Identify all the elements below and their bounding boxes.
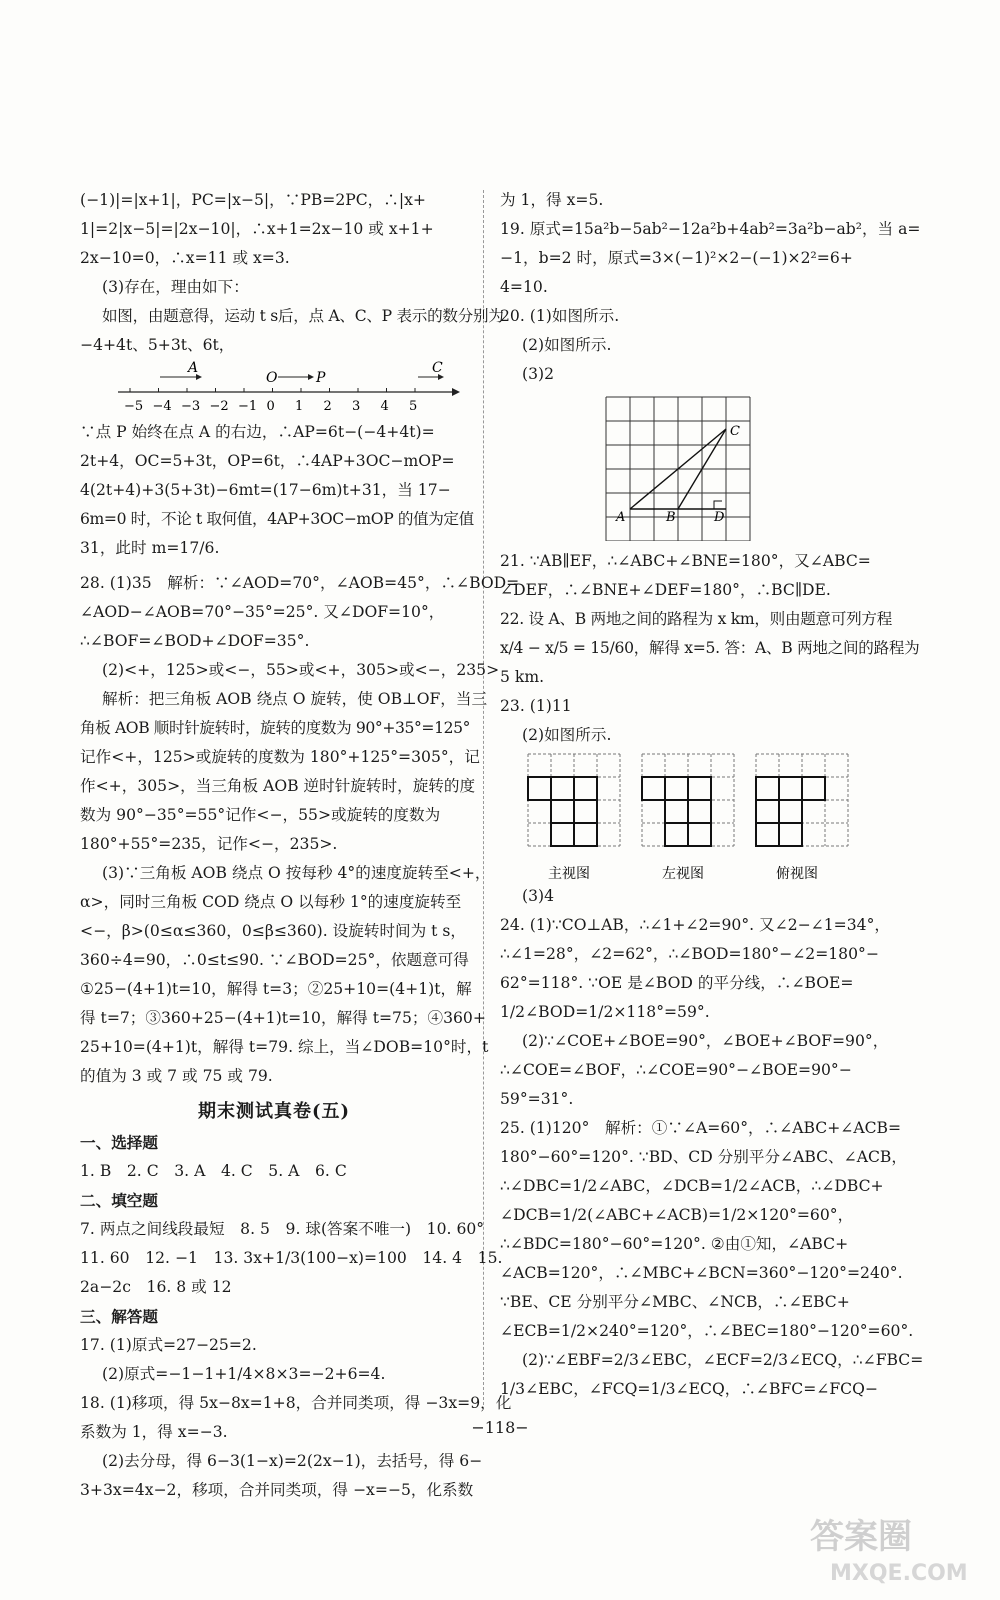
text-line: 如图，由题意得，运动 t s后，点 A、C、P 表示的数分别为	[102, 307, 504, 325]
point-p-label: P	[316, 370, 326, 386]
number-line-tick-label: 4	[380, 399, 389, 414]
answer-line: 1. B 2. C 3. A 4. C 5. A 6. C	[80, 1162, 347, 1180]
answer-line: 2a−2c 16. 8 或 12	[80, 1278, 232, 1296]
text-line: 23. (1)11	[500, 697, 572, 715]
exam-title: 期末测试真卷(五)	[197, 1101, 351, 1122]
grid-triangle-figure	[500, 391, 895, 541]
three-views-figure	[500, 750, 895, 882]
text-line: (3)4	[522, 887, 555, 905]
view-cell	[779, 823, 802, 846]
number-line-tick-label: −4	[152, 399, 172, 414]
number-line-tick-label: 5	[409, 399, 418, 414]
text-line: (2)∵∠EBF=2/3∠EBC，∠ECF=2/3∠ECQ，∴∠FBC=	[522, 1351, 924, 1369]
section-heading: 一、选择题	[80, 1133, 158, 1152]
view-cell	[665, 777, 688, 800]
text-line: 2x−10=0，∴x=11 或 x=3.	[80, 249, 290, 267]
text-line: ∴∠COE=∠BOF，∴∠COE=90°−∠BOE=90°−	[500, 1061, 852, 1079]
number-line-tick-label: 0	[266, 399, 275, 414]
number-line-tick-label: 3	[352, 399, 361, 414]
view-cell	[574, 800, 597, 823]
text-line: −1，b=2 时，原式=3×(−1)²×2−(−1)×2²=6+	[500, 249, 853, 267]
answer-line: (2)原式=−1−1+1/4×8×3=−2+6=4.	[102, 1365, 386, 1383]
text-line: 62°=118°. ∵OE 是∠BOD 的平分线，∴∠BOE=	[500, 974, 854, 992]
q28-line: 的值为 3 或 7 或 75 或 79.	[80, 1067, 273, 1085]
view-cell	[574, 777, 597, 800]
view-cell	[802, 777, 825, 800]
view-cell	[756, 823, 779, 846]
text-line: 180°−60°=120°. ∵BD、CD 分别平分∠ABC、∠ACB，	[500, 1148, 907, 1166]
right-column	[500, 186, 924, 1404]
text-line: (3)2	[522, 365, 555, 383]
q28-line: 角板 AOB 顺时针旋转时，旋转的度数为 90°+35°=125°	[80, 719, 471, 737]
number-line-tick-label: −1	[238, 399, 258, 414]
text-line: 4(2t+4)+3(5+3t)−6mt=(17−6m)t+31，当 17−	[80, 481, 451, 499]
q28-line: <−，β>(0≤α≤360，0≤β≤360). 设旋转时间为 t s，	[80, 922, 466, 940]
number-line-figure	[80, 360, 468, 418]
text-line: 24. (1)∵CO⊥AB，∴∠1+∠2=90°. 又∠2−∠1=34°，	[500, 916, 890, 934]
grid-label-d: D	[714, 510, 725, 525]
text-line: ∵BE、CE 分别平分∠MBC、∠NCB，∴∠EBC+	[500, 1293, 850, 1311]
q28-line: 180°+55°=235，记作<−，235>.	[80, 835, 338, 853]
q28-line: 解析：把三角板 AOB 绕点 O 旋转，使 OB⊥OF，当三	[102, 690, 488, 708]
point-o-label: O	[266, 370, 278, 386]
text-line: (−1)|=|x+1|，PC=|x−5|，∵PB=2PC，∴|x+	[80, 191, 426, 209]
view-label-top: 俯视图	[776, 866, 818, 882]
q28-line: ∠AOD−∠AOB=70°−35°=25°. 又∠DOF=10°，	[80, 603, 445, 621]
q28-line: 数为 90°−35°=55°记作<−，55>或旋转的度数为	[80, 806, 441, 824]
answer-line: 18. (1)移项，得 5x−8x=1+8，合并同类项，得 −3x=9，化	[80, 1394, 512, 1412]
point-a-label: A	[188, 360, 199, 376]
text-line: (2)∵∠COE+∠BOE=90°，∠BOE+∠BOF=90°，	[522, 1032, 889, 1050]
number-line-tick-label: −2	[209, 399, 229, 414]
view-cell	[688, 823, 711, 846]
q28-line: 记作<+，125>或旋转的度数为 180°+125°=305°，记	[80, 748, 480, 766]
number-line-tick-label: 2	[323, 399, 332, 414]
view-cell	[756, 800, 779, 823]
view-cell	[779, 800, 802, 823]
number-line-tick-label: −5	[124, 399, 144, 414]
text-line: 1/2∠BOD=1/2×118°=59°.	[500, 1003, 710, 1021]
answer-line: 系数为 1，得 x=−3.	[80, 1423, 228, 1441]
watermark-top: 答案圈	[810, 1517, 912, 1557]
view-cell	[665, 823, 688, 846]
text-line: 59°=31°.	[500, 1090, 574, 1108]
answer-line: (2)去分母，得 6−3(1−x)=2(2x−1)，去括号，得 6−	[102, 1452, 483, 1470]
view-cell	[551, 823, 574, 846]
text-line: 22. 设 A、B 两地之间的路程为 x km，则由题意可列方程	[500, 610, 893, 628]
text-line: ∠DEF，∴∠BNE+∠DEF=180°，∴BC∥DE.	[500, 581, 831, 599]
point-c-label: C	[432, 360, 443, 376]
answer-line: 7. 两点之间线段最短 8. 5 9. 球(答案不唯一) 10. 60°	[80, 1220, 485, 1238]
text-line: ∴∠1=28°，∠2=62°，∴∠BOD=180°−∠2=180°−	[500, 945, 879, 963]
q28-line: 得 t=7；③360+25−(4+1)t=10，解得 t=75；④360+	[80, 1009, 486, 1027]
text-line: ∴∠DBC=1/2∠ABC，∠DCB=1/2∠ACB，∴∠DBC+	[500, 1177, 884, 1195]
text-line: 31，此时 m=17/6.	[80, 539, 220, 557]
grid-label-c: C	[730, 424, 740, 439]
grid-label-a: A	[616, 510, 626, 525]
q28-line: 360÷4=90，∴0≤t≤90. ∵∠BOD=25°，依题意可得	[80, 951, 469, 969]
view-cell	[756, 777, 779, 800]
text-line: ∴∠BDC=180°−60°=120°. ②由①知，∠ABC+	[500, 1235, 849, 1253]
text-line: ∠DCB=1/2(∠ABC+∠ACB)=1/2×120°=60°，	[500, 1206, 854, 1224]
answer-line: 3+3x=4x−2，移项，合并同类项，得 −x=−5，化系数	[80, 1481, 474, 1499]
text-line: 2t+4，OC=5+3t，OP=6t，∴4AP+3OC−mOP=	[80, 452, 455, 470]
page-number: −118−	[471, 1418, 529, 1437]
text-line: 为 1，得 x=5.	[500, 191, 604, 209]
text-line: (2)如图所示.	[522, 726, 612, 744]
view-cell	[574, 823, 597, 846]
text-line: (3)存在，理由如下：	[102, 278, 249, 296]
watermark-bottom: MXQE.COM	[830, 1561, 968, 1586]
view-label-left: 左视图	[662, 866, 704, 882]
view-cell	[665, 800, 688, 823]
text-line: (2)如图所示.	[522, 336, 612, 354]
q28-line: α>，同时三角板 COD 绕点 O 以每秒 1°的速度旋转至	[80, 893, 462, 911]
section-heading: 三、解答题	[80, 1307, 158, 1326]
watermark-logo	[790, 1508, 990, 1588]
text-line: 20. (1)如图所示.	[500, 307, 620, 325]
text-line: 5 km.	[500, 668, 545, 686]
text-line: 1|=2|x−5|=|2x−10|，∴x+1=2x−10 或 x+1+	[80, 220, 434, 238]
q28-line: 25+10=(4+1)t，解得 t=79. 综上，当∠DOB=10°时，t	[80, 1038, 489, 1056]
text-line: 21. ∵AB∥EF，∴∠ABC+∠BNE=180°，又∠ABC=	[500, 552, 871, 570]
q28-line: 28. (1)35 解析：∵∠AOD=70°，∠AOB=45°，∴∠BOD=	[80, 574, 520, 592]
view-cell	[688, 800, 711, 823]
text-line: 19. 原式=15a²b−5ab²−12a²b+4ab²=3a²b−ab²，当 a=	[500, 220, 921, 238]
text-line: 1/3∠EBC，∠FCQ=1/3∠ECQ，∴∠BFC=∠FCQ−	[500, 1380, 878, 1398]
text-line: x/4 − x/5 = 15/60，解得 x=5. 答：A、B 两地之间的路程为	[500, 639, 920, 657]
q28-line: ∴∠BOF=∠BOD+∠DOF=35°.	[80, 632, 310, 650]
view-label-front: 主视图	[548, 866, 590, 882]
text-line: ∵点 P 始终在点 A 的右边，∴AP=6t−(−4+4t)=	[80, 423, 435, 441]
q28-line: (2)<+，125>或<−，55>或<+，305>或<−，235>	[102, 661, 500, 679]
view-cell	[688, 777, 711, 800]
number-line-tick-label: −3	[181, 399, 201, 414]
answer-line: 17. (1)原式=27−25=2.	[80, 1336, 257, 1354]
text-line: ∠ECB=1/2×240°=120°，∴∠BEC=180°−120°=60°.	[500, 1322, 914, 1340]
view-cell	[551, 777, 574, 800]
text-line: −4+4t、5+3t、6t，	[80, 336, 235, 354]
q28-line: ①25−(4+1)t=10，解得 t=3；②25+10=(4+1)t，解	[80, 980, 472, 998]
number-line-tick-label: 1	[295, 399, 304, 414]
section-heading: 二、填空题	[80, 1191, 158, 1210]
text-line: ∠ACB=120°，∴∠MBC+∠BCN=360°−120°=240°.	[500, 1264, 903, 1282]
text-line: 4=10.	[500, 278, 548, 296]
view-cell	[551, 800, 574, 823]
view-cell	[779, 777, 802, 800]
text-line: 6m=0 时，不论 t 取何值，4AP+3OC−mOP 的值为定值	[80, 510, 474, 528]
answer-line: 11. 60 12. −1 13. 3x+1/3(100−x)=100 14. 4 15.	[80, 1249, 503, 1267]
view-cell	[642, 777, 665, 800]
grid-label-b: B	[666, 510, 676, 525]
text-line: 25. (1)120° 解析：①∵∠A=60°，∴∠ABC+∠ACB=	[500, 1119, 902, 1137]
view-cell	[528, 777, 551, 800]
q28-line: (3)∵三角板 AOB 绕点 O 按每秒 4°的速度旋转至<+，	[102, 864, 491, 882]
q28-line: 作<+，305>，当三角板 AOB 逆时针旋转时，旋转的度	[80, 777, 476, 795]
